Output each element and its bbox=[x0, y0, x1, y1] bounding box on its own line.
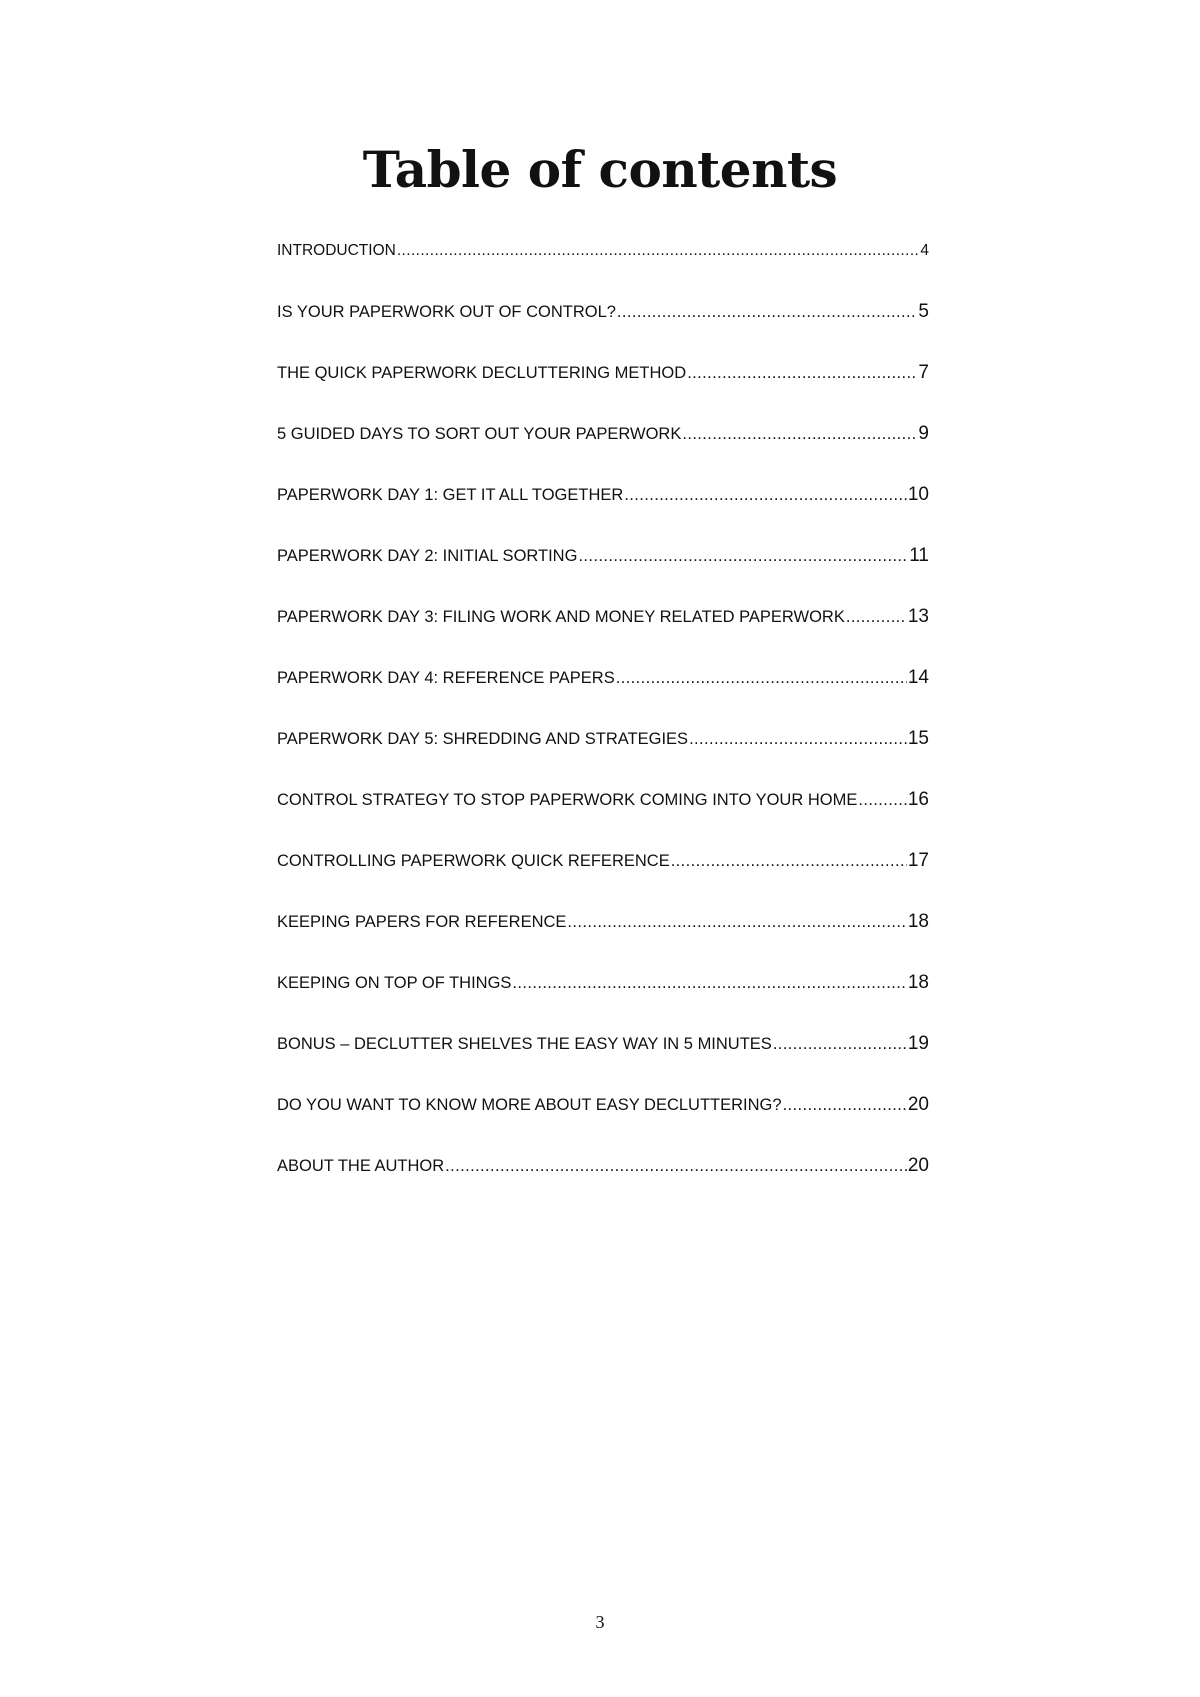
toc-entry[interactable] bbox=[277, 811, 929, 872]
toc-entry-page: 11 bbox=[909, 545, 929, 566]
toc-entry-page: 9 bbox=[918, 423, 929, 444]
toc-entry-label: ABOUT THE AUTHOR bbox=[277, 1157, 445, 1175]
dot-leader bbox=[783, 1094, 907, 1116]
toc-entry-page: 5 bbox=[918, 301, 929, 322]
toc-entry[interactable] bbox=[277, 506, 929, 567]
toc-entry[interactable] bbox=[277, 933, 929, 994]
toc-entry[interactable] bbox=[277, 323, 929, 384]
toc-entry-label: CONTROL STRATEGY TO STOP PAPERWORK COMING INTO YOUR HOME bbox=[277, 791, 858, 809]
dot-leader bbox=[624, 484, 907, 506]
dot-leader bbox=[616, 667, 907, 689]
toc-entry-label: PAPERWORK DAY 1: GET IT ALL TOGETHER bbox=[277, 486, 624, 504]
toc-entry-label: BONUS – DECLUTTER SHELVES THE EASY WAY IN 5 MINUTES bbox=[277, 1035, 772, 1053]
toc-entry[interactable] bbox=[277, 628, 929, 689]
dot-leader bbox=[397, 240, 920, 262]
dot-leader bbox=[671, 850, 907, 872]
toc-entry-page: 7 bbox=[918, 362, 929, 383]
toc-entry-page: 15 bbox=[907, 728, 929, 749]
toc-entry-label: PAPERWORK DAY 3: FILING WORK AND MONEY RELATED PAPERWORK bbox=[277, 608, 845, 626]
toc-entry-label: PAPERWORK DAY 4: REFERENCE PAPERS bbox=[277, 669, 615, 687]
dot-leader bbox=[567, 911, 906, 933]
page-title: Table of contents bbox=[362, 140, 838, 199]
dot-leader bbox=[512, 972, 906, 994]
toc-entry-label: DO YOU WANT TO KNOW MORE ABOUT EASY DECLUTTERING? bbox=[277, 1096, 782, 1114]
toc-entry[interactable] bbox=[277, 1116, 929, 1177]
toc-entry[interactable] bbox=[277, 1055, 929, 1116]
toc-entry-label: THE QUICK PAPERWORK DECLUTTERING METHOD bbox=[277, 364, 687, 382]
toc-entry-label: 5 GUIDED DAYS TO SORT OUT YOUR PAPERWORK bbox=[277, 425, 682, 443]
dot-leader bbox=[846, 606, 907, 628]
toc-entry-page: 17 bbox=[907, 850, 929, 871]
dot-leader bbox=[445, 1155, 907, 1177]
toc-entry[interactable] bbox=[277, 689, 929, 750]
toc-entry-label: PAPERWORK DAY 5: SHREDDING AND STRATEGIES bbox=[277, 730, 689, 748]
toc-entry-page: 19 bbox=[907, 1033, 929, 1054]
toc-entry-page: 20 bbox=[907, 1155, 929, 1176]
dot-leader bbox=[682, 423, 917, 445]
toc-entry[interactable] bbox=[277, 384, 929, 445]
dot-leader bbox=[858, 789, 907, 811]
toc-entry-page: 4 bbox=[920, 242, 929, 259]
toc-entry[interactable] bbox=[277, 262, 929, 323]
toc-entry-label: KEEPING PAPERS FOR REFERENCE bbox=[277, 913, 567, 931]
toc-entry[interactable] bbox=[277, 445, 929, 506]
toc-entry-label: PAPERWORK DAY 2: INITIAL SORTING bbox=[277, 547, 578, 565]
toc-entry[interactable] bbox=[277, 872, 929, 933]
toc-entry-label: CONTROLLING PAPERWORK QUICK REFERENCE bbox=[277, 852, 670, 870]
dot-leader bbox=[773, 1033, 907, 1055]
toc-entry-page: 14 bbox=[907, 667, 929, 688]
dot-leader bbox=[689, 728, 907, 750]
toc-entry-page: 16 bbox=[907, 789, 929, 810]
dot-leader bbox=[578, 545, 908, 567]
toc-entry[interactable] bbox=[277, 750, 929, 811]
toc-entry-label: IS YOUR PAPERWORK OUT OF CONTROL? bbox=[277, 303, 616, 321]
toc-entry[interactable] bbox=[277, 994, 929, 1055]
dot-leader bbox=[687, 362, 917, 384]
toc-entry-label: INTRODUCTION bbox=[277, 242, 396, 259]
toc-entry[interactable] bbox=[277, 567, 929, 628]
toc-entry-page: 18 bbox=[907, 911, 929, 932]
dot-leader bbox=[617, 301, 918, 323]
toc-entry-page: 10 bbox=[907, 484, 929, 505]
toc-entry-page: 20 bbox=[907, 1094, 929, 1115]
toc-entry-label: KEEPING ON TOP OF THINGS bbox=[277, 974, 512, 992]
table-of-contents bbox=[277, 232, 929, 1177]
toc-entry[interactable] bbox=[277, 232, 929, 262]
page-number: 3 bbox=[595, 1612, 605, 1632]
toc-entry-page: 18 bbox=[907, 972, 929, 993]
toc-entry-page: 13 bbox=[907, 606, 929, 627]
